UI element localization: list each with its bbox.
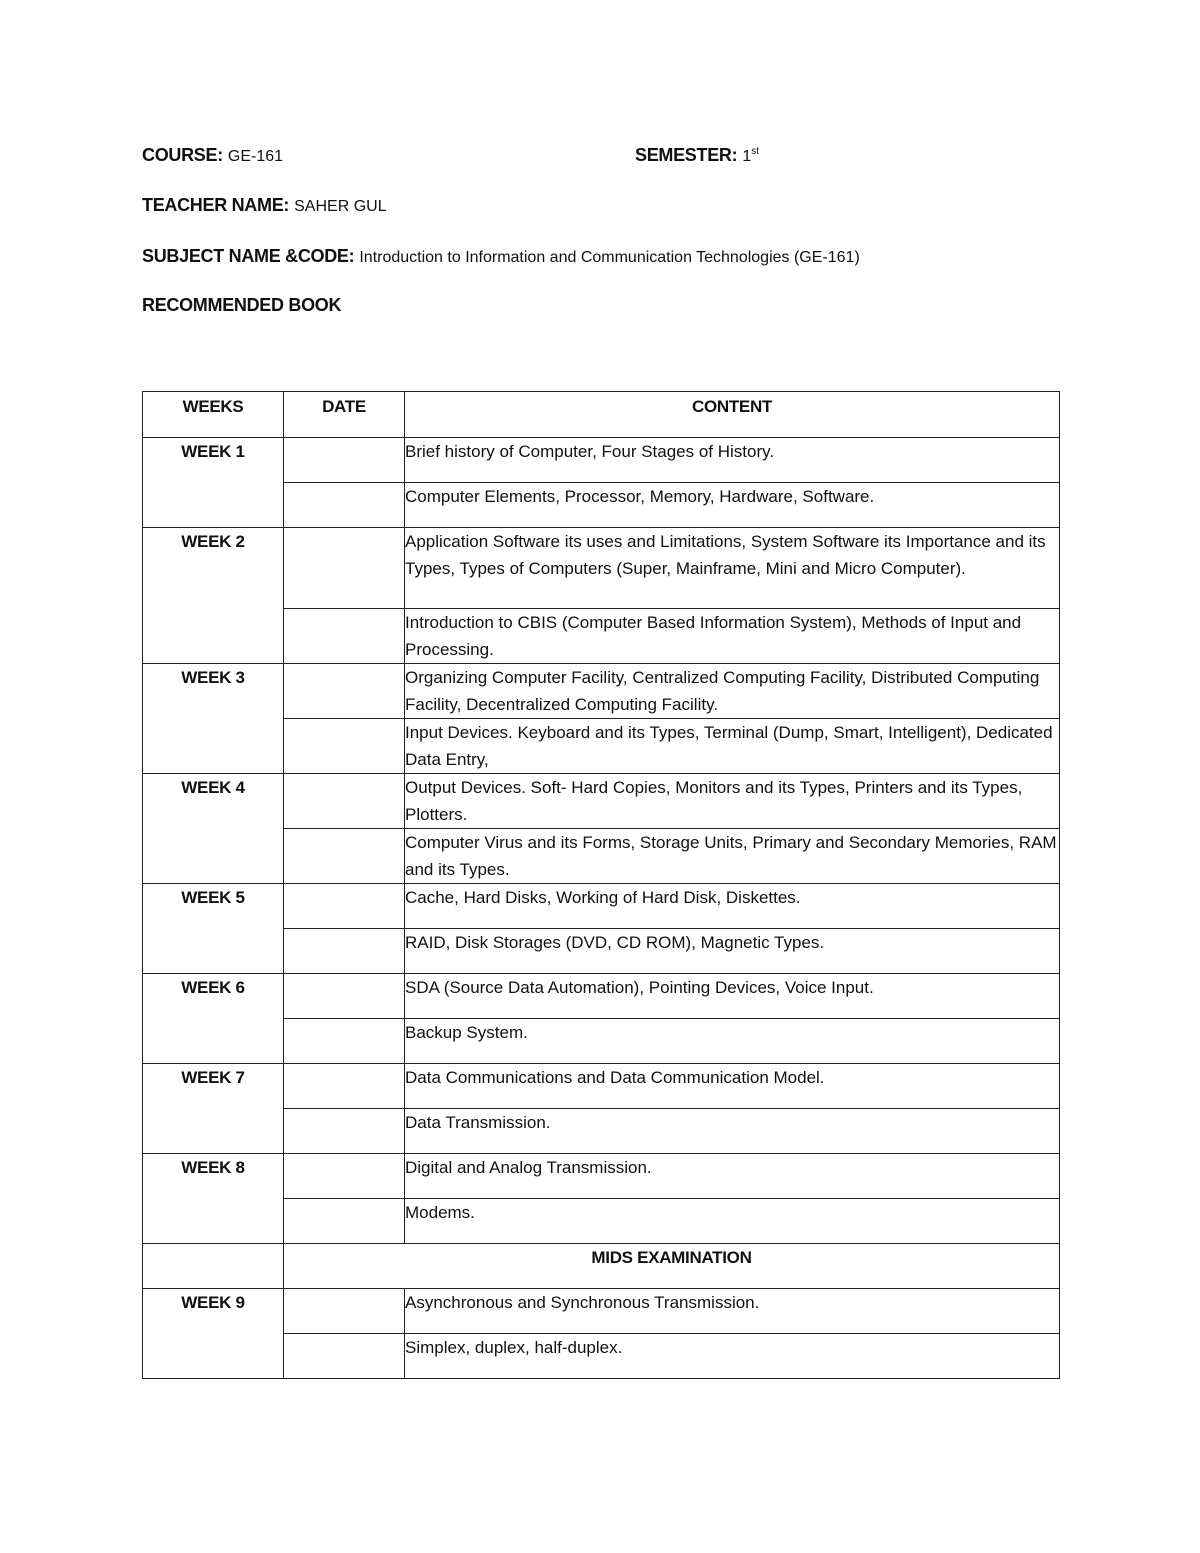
table-row [143, 1064, 1060, 1109]
course-line [142, 144, 283, 168]
date-cell [284, 609, 405, 664]
date-cell [284, 1199, 405, 1244]
content-cell: RAID, Disk Storages (DVD, CD ROM), Magnetic Types. [405, 929, 1060, 974]
content-cell: Computer Elements, Processor, Memory, Hardware, Software. [405, 483, 1060, 528]
date-cell [284, 1289, 405, 1334]
content-cell: Asynchronous and Synchronous Transmission. [405, 1289, 1060, 1334]
date-header: DATE [284, 392, 405, 438]
recommended-book-line [142, 294, 341, 316]
schedule-table [142, 391, 1060, 1379]
table-row [143, 774, 1060, 829]
content-cell: Data Communications and Data Communication Model. [405, 1064, 1060, 1109]
teacher-value: SAHER GUL [294, 198, 387, 215]
week-label: WEEK 7 [143, 1064, 284, 1154]
table-row [143, 664, 1060, 719]
table-row [143, 1289, 1060, 1334]
table-row [143, 438, 1060, 483]
content-cell: Simplex, duplex, half-duplex. [405, 1334, 1060, 1379]
course-label: COURSE: [142, 145, 223, 165]
mids-week-cell [143, 1244, 284, 1289]
content-header: CONTENT [405, 392, 1060, 438]
content-cell: Organizing Computer Facility, Centralized Computing Facility, Distributed Computing Facility, Decentralized Computing Facility. [405, 664, 1060, 719]
week-label: WEEK 5 [143, 884, 284, 974]
semester-line [635, 144, 759, 168]
recommended-book-label: RECOMMENDED BOOK [142, 295, 342, 315]
date-cell [284, 974, 405, 1019]
week-label: WEEK 9 [143, 1289, 284, 1379]
content-cell: Brief history of Computer, Four Stages of History. [405, 438, 1060, 483]
week-label: WEEK 6 [143, 974, 284, 1064]
semester-value: 1 [742, 148, 752, 165]
table-header-row [143, 392, 1060, 438]
date-cell [284, 829, 405, 884]
date-cell [284, 1154, 405, 1199]
table-row [143, 528, 1060, 609]
date-cell [284, 1064, 405, 1109]
content-cell: Output Devices. Soft- Hard Copies, Monitors and its Types, Printers and its Types, Plotters. [405, 774, 1060, 829]
mids-examination: MIDS EXAMINATION [284, 1244, 1060, 1289]
table-row [143, 974, 1060, 1019]
content-cell: Input Devices. Keyboard and its Types, Terminal (Dump, Smart, Intelligent), Dedicated Data Entry, [405, 719, 1060, 774]
course-value: GE-161 [227, 148, 284, 165]
teacher-line [142, 194, 387, 218]
content-cell: Cache, Hard Disks, Working of Hard Disk, Diskettes. [405, 884, 1060, 929]
date-cell [284, 719, 405, 774]
schedule-body [143, 438, 1060, 1379]
table-row [143, 1154, 1060, 1199]
date-cell [284, 664, 405, 719]
week-label: WEEK 8 [143, 1154, 284, 1244]
date-cell [284, 774, 405, 829]
week-label: WEEK 4 [143, 774, 284, 884]
content-cell: Digital and Analog Transmission. [405, 1154, 1060, 1199]
table-row [143, 884, 1060, 929]
date-cell [284, 1334, 405, 1379]
semester-label: SEMESTER: [635, 145, 738, 165]
week-label: WEEK 3 [143, 664, 284, 774]
week-label: WEEK 1 [143, 438, 284, 528]
weeks-header: WEEKS [143, 392, 284, 438]
date-cell [284, 884, 405, 929]
week-label: WEEK 2 [143, 528, 284, 664]
subject-line [142, 245, 860, 269]
content-cell: Modems. [405, 1199, 1060, 1244]
semester-suffix: st [751, 146, 760, 157]
date-cell [284, 1109, 405, 1154]
content-cell: Application Software its uses and Limitations, System Software its Importance and its Types, Types of Computers (Super, Mainframe, Mini and Micro Computer). [405, 528, 1060, 609]
date-cell [284, 438, 405, 483]
teacher-label: TEACHER NAME: [142, 195, 290, 215]
date-cell [284, 1019, 405, 1064]
content-cell: Data Transmission. [405, 1109, 1060, 1154]
mids-row [143, 1244, 1060, 1289]
date-cell [284, 929, 405, 974]
content-cell: Introduction to CBIS (Computer Based Information System), Methods of Input and Processing. [405, 609, 1060, 664]
subject-value: Introduction to Information and Communication Technologies (GE-161) [359, 249, 860, 266]
date-cell [284, 528, 405, 609]
content-cell: Computer Virus and its Forms, Storage Units, Primary and Secondary Memories, RAM and its Types. [405, 829, 1060, 884]
content-cell: Backup System. [405, 1019, 1060, 1064]
content-cell: SDA (Source Data Automation), Pointing Devices, Voice Input. [405, 974, 1060, 1019]
date-cell [284, 483, 405, 528]
subject-label: SUBJECT NAME &CODE: [142, 246, 355, 266]
